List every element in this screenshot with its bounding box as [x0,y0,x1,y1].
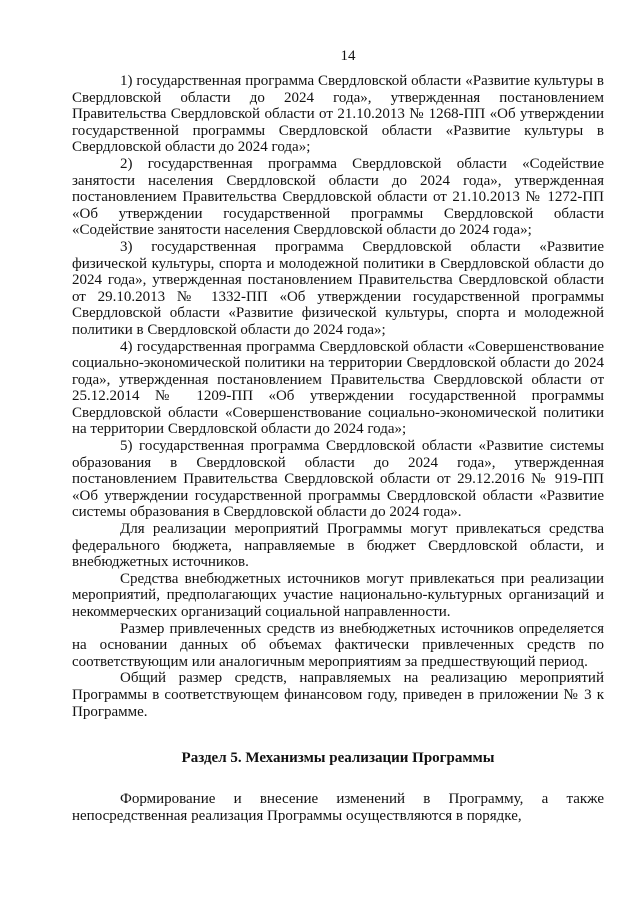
paragraph-mechanisms: Формирование и внесение изменений в Программу, а также непосредственная реализация Программы осуществляются в порядке, [72,791,604,824]
paragraph-funding-sources: Для реализации мероприятий Программы могут привлекаться средства федерального бюджета, направляемые в бюджет Свердловской области, и внебюджетных источников. [72,521,604,571]
page-number: 14 [340,48,356,64]
paragraph-program-employment: 2) государственная программа Свердловской области «Содействие занятости населения Свердловской области до 2024 года», утвержденная постановлением Правительства Свердловской области от 21.10.2013 № 1272-ПП «Об утверждении государственной программы Свердловской области «Содействие занятости населения Свердловской области до 2024 года»; [72,155,604,239]
paragraph-program-culture: 1) государственная программа Свердловской области «Развитие культуры в Свердловской области до 2024 года», утвержденная постановлением Правительства Свердловской области от 21.10.2013 № 1268-ПП «Об утверждении государственной программы Свердловской области «Развитие культуры в Свердловской области до 2024 года»; [72,73,604,156]
paragraph-program-education: 5) государственная программа Свердловской области «Развитие системы образования в Свердловской области до 2024 года», утвержденная постановлением Правительства Свердловской области от 29.12.2016 № 919-ПП «Об утверждении государственной программы Свердловской области «Развитие системы образования в Свердловской области до 2024 года». [72,438,604,521]
paragraph-extrabudgetary: Средства внебюджетных источников могут привлекаться при реализации мероприятий, предполагающих участие национально-культурных организаций и некоммерческих организаций социальной направленности. [72,570,604,620]
paragraph-funds-size: Размер привлеченных средств из внебюджетных источников определяется на основании данных об объемах фактически привлеченных средств по соответствующим или аналогичным мероприятиям за предшествующий период. [72,620,604,670]
section-title: Раздел 5. Механизмы реализации Программы [181,750,495,767]
paragraph-program-economy: 4) государственная программа Свердловской области «Совершенствование социально-экономической политики на территории Свердловской области до 2024 года», утвержденная постановлением Правительства Свердловской области от 25.12.2014 № 1209-ПП «Об утверждении государственной программы Свердловской области «Совершенствование социально-экономической политики на территории Свердловской области до 2024 года»; [72,338,604,438]
paragraph-total-funds: Общий размер средств, направляемых на реализацию мероприятий Программы в соответствующем финансовом году, приведен в приложении № 3 к Программе. [72,670,604,720]
paragraph-program-sport: 3) государственная программа Свердловской области «Развитие физической культуры, спорта и молодежной политики в Свердловской области до 2024 года», утвержденная постановлением Правительства Свердловской области от 29.10.2013 № 1332-ПП «Об утверждении государственной программы Свердловской области «Развитие физической культуры, спорта и молодежной политики в Свердловской области до 2024 года»; [72,238,604,338]
